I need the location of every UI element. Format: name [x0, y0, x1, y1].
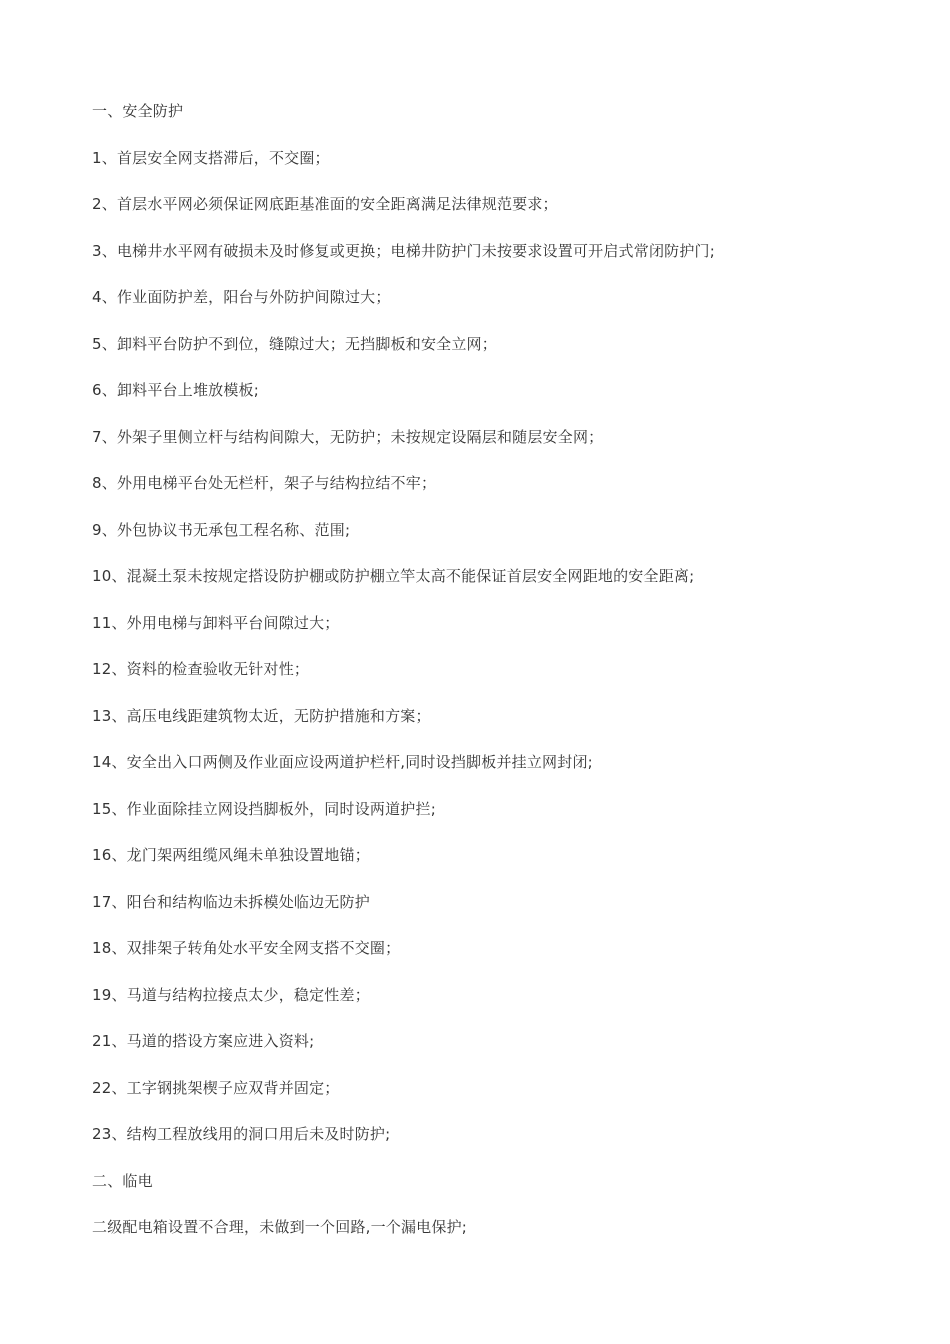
list-item: 2、首层水平网必须保证网底距基准面的安全距离满足法律规范要求；	[92, 195, 558, 213]
list-item: 4、作业面防护差，阳台与外防护间隙过大；	[92, 288, 391, 306]
section-heading-temporary-electricity: 二、临电	[92, 1171, 153, 1190]
list-item: 1、首层安全网支搭滞后，不交圈；	[92, 148, 330, 167]
list-item: 23、结构工程放线用的洞口用后未及时防护;	[92, 1125, 391, 1143]
list-item: 16、龙门架两组缆风绳未单独设置地锚；	[92, 846, 370, 864]
list-item: 17、阳台和结构临边未拆模处临边无防护	[92, 892, 370, 911]
list-item: 11、外用电梯与卸料平台间隙过大；	[92, 613, 340, 632]
list-item: 二级配电箱设置不合理，未做到一个回路,一个漏电保护;	[92, 1218, 468, 1236]
list-item: 14、安全出入口两侧及作业面应设两道护栏杆,同时设挡脚板并挂立网封闭;	[92, 753, 593, 771]
list-item: 18、双排架子转角处水平安全网支搭不交圈；	[92, 939, 401, 957]
list-item: 3、电梯井水平网有破损未及时修复或更换；电梯井防护门未按要求设置可开启式常闭防护门;	[92, 241, 716, 260]
list-item: 22、工字钢挑架楔子应双背并固定；	[92, 1078, 340, 1097]
list-item: 13、高压电线距建筑物太近，无防护措施和方案；	[92, 706, 431, 725]
list-item: 7、外架子里侧立杆与结构间隙大，无防护；未按规定设隔层和随层安全网；	[92, 427, 604, 446]
list-item: 12、资料的检查验收无针对性；	[92, 660, 310, 678]
list-item: 6、卸料平台上堆放模板;	[92, 381, 259, 399]
list-item: 8、外用电梯平台处无栏杆，架子与结构拉结不牢；	[92, 474, 437, 492]
list-item: 15、作业面除挂立网设挡脚板外，同时设两道护拦;	[92, 799, 436, 818]
document-body	[92, 99, 892, 1262]
section-heading-safety-protection: 一、安全防护	[92, 102, 184, 120]
list-item: 21、马道的搭设方案应进入资料;	[92, 1032, 315, 1050]
list-item: 19、马道与结构拉接点太少，稳定性差；	[92, 985, 370, 1004]
list-item: 5、卸料平台防护不到位，缝隙过大；无挡脚板和安全立网；	[92, 334, 497, 353]
list-item: 9、外包协议书无承包工程名称、范围;	[92, 520, 351, 539]
list-item: 10、混凝土泵未按规定搭设防护棚或防护棚立竿太高不能保证首层安全网距地的安全距离;	[92, 567, 695, 585]
